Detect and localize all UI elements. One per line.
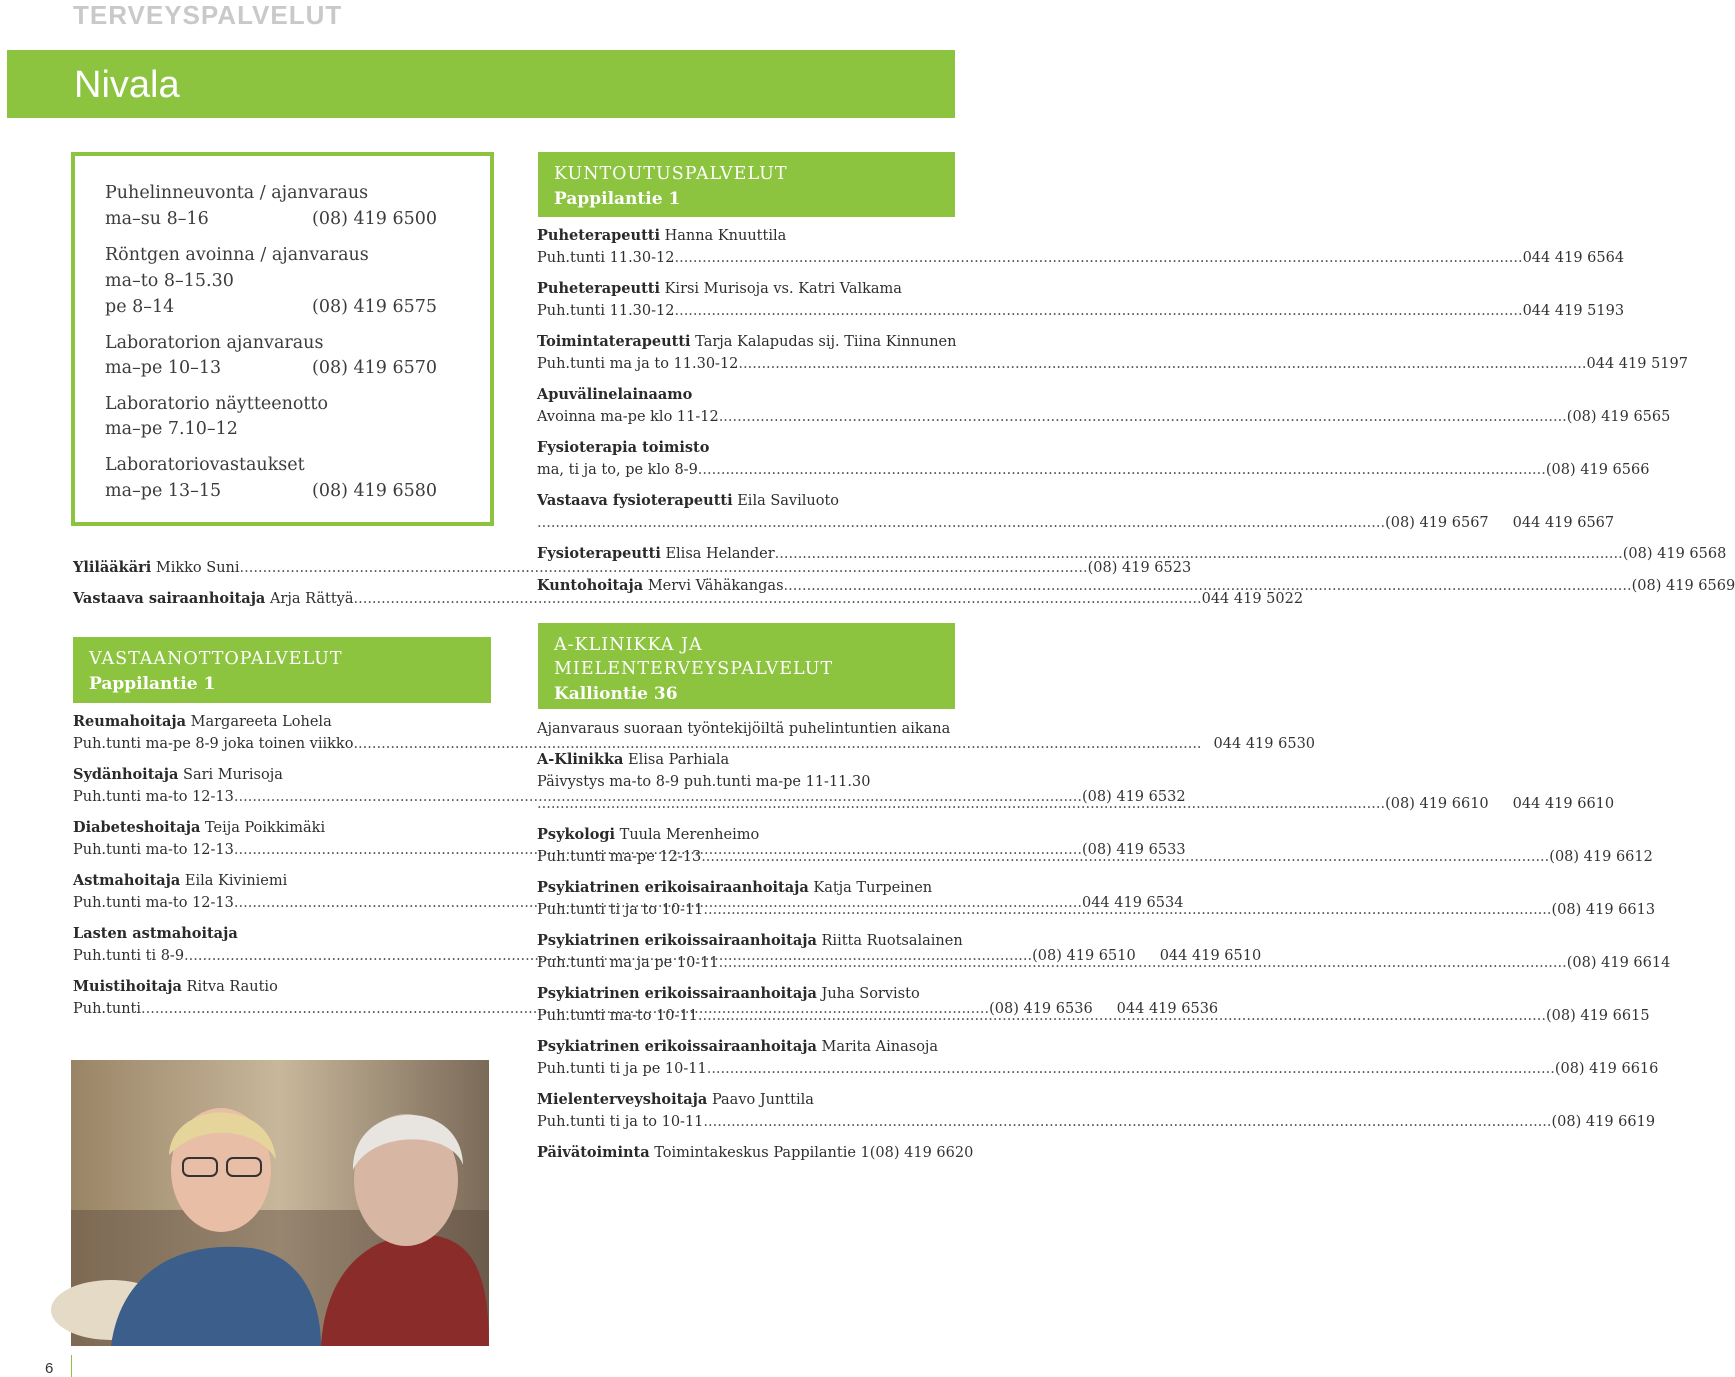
service-hours: Päivystys ma-to 8-9 puh.tunti ma-pe 11-11.30 <box>537 774 871 790</box>
service-line <box>537 248 1625 268</box>
staff-name: Mikko Suni <box>155 560 240 576</box>
leader-dots <box>703 900 1551 920</box>
city-title: Nivala <box>74 64 180 106</box>
service-phone: (08) 419 6566 <box>1545 462 1650 478</box>
service-name: Riitta Ruotsalainen <box>821 933 963 949</box>
service-phone: (08) 419 6510 <box>1032 948 1136 964</box>
hours-line <box>105 208 437 230</box>
service-role: Reumahoitaja <box>73 713 187 730</box>
service-title <box>537 931 963 951</box>
service-phone: (08) 419 6533 <box>1081 842 1186 858</box>
service-role: Diabeteshoitaja <box>73 819 201 836</box>
service-role: Lasten astmahoitaja <box>73 925 238 942</box>
service-line <box>537 544 1727 564</box>
service-role: Puheterapeutti <box>537 227 660 244</box>
section-label: TERVEYSPALVELUT <box>73 0 343 30</box>
hours-title: Laboratoriovastaukset <box>105 455 305 475</box>
service-phone: 044 419 5193 <box>1522 303 1625 319</box>
hours-time: ma–pe 13–15 <box>105 481 222 501</box>
service-phone: (08) 419 6536 <box>989 1001 1093 1017</box>
service-phone: (08) 419 6565 <box>1566 409 1671 425</box>
service-role: Astmahoitaja <box>73 872 181 889</box>
service-role: A-Klinikka <box>537 751 624 768</box>
hours-time: ma–pe 7.10–12 <box>105 419 238 439</box>
service-role: Psykiatrinen erikoisairaanhoitaja <box>537 879 809 896</box>
section-title: KUNTOUTUSPALVELUT <box>554 164 788 184</box>
page-number: 6 <box>45 1360 54 1377</box>
staff-phone: 044 419 5022 <box>1201 591 1304 607</box>
service-hours: Puh.tunti ma ja pe 10-11 <box>537 955 719 971</box>
service-title <box>73 765 283 785</box>
service-phone: (08) 419 6567 <box>1385 515 1489 531</box>
service-phone: (08) 419 6616 <box>1554 1061 1659 1077</box>
leader-dots <box>703 1112 1551 1132</box>
service-role: Apuvälinelainaamo <box>537 386 693 403</box>
service-line <box>73 787 1186 807</box>
service-role: Psykiatrinen erikoissairaanhoitaja <box>537 1038 817 1055</box>
hours-phone: (08) 419 6580 <box>312 481 437 501</box>
service-line <box>537 301 1625 321</box>
service-role: Puheterapeutti <box>537 280 660 297</box>
service-hours: Puh.tunti ma-to 12-13 <box>73 895 234 911</box>
service-name: Eila Kiviniemi <box>184 873 288 889</box>
service-phone: (08) 419 6615 <box>1545 1008 1650 1024</box>
leader-dots <box>537 794 1385 814</box>
service-role: Psykiatrinen erikoissairaanhoitaja <box>537 932 817 949</box>
service-line <box>537 1059 1659 1079</box>
service-role: Psykologi <box>537 826 616 843</box>
service-name: Hanna Knuuttila <box>664 228 787 244</box>
service-name: Teija Poikkimäki <box>205 820 326 836</box>
service-role: Kuntohoitaja <box>537 577 644 594</box>
service-line <box>537 407 1671 427</box>
service-name: Tarja Kalapudas sij. Tiina Kinnunen <box>695 334 957 350</box>
service-title <box>73 871 287 891</box>
service-role: Päivätoiminta <box>537 1144 650 1161</box>
service-hours: Puh.tunti ti ja pe 10-11 <box>537 1061 707 1077</box>
service-role: Fysioterapeutti <box>537 545 661 562</box>
nurse-patient-photo <box>71 1060 489 1346</box>
leader-dots <box>537 513 1385 533</box>
service-hours: Puh.tunti ti ja to 10-11 <box>537 1114 704 1130</box>
service-phone: (08) 419 6532 <box>1081 789 1186 805</box>
service-role: Vastaava fysioterapeutti <box>537 492 733 509</box>
kuntoutus-header <box>538 152 955 217</box>
service-title <box>537 984 920 1004</box>
service-hours: Puh.tunti ma-to 12-13 <box>73 789 234 805</box>
service-hours: Puh.tunti ma-pe 8-9 joka toinen viikko <box>73 736 354 752</box>
service-hours: Puh.tunti ma-pe 12-13 <box>537 849 702 865</box>
service-mobile: 044 419 6510 <box>1159 948 1262 964</box>
service-phone: (08) 419 6610 <box>1385 796 1489 812</box>
service-line <box>537 354 1688 374</box>
service-phone: (08) 419 6614 <box>1566 955 1671 971</box>
service-phone: (08) 419 6613 <box>1551 902 1656 918</box>
booking-note: Ajanvaraus suoraan työntekijöiltä puhelintuntien aikana <box>537 721 951 737</box>
service-name: Sari Murisoja <box>183 767 283 783</box>
leader-dots <box>698 460 1546 480</box>
section-title: A-KLINIKKA JA <box>554 635 703 655</box>
hours-title: Puhelinneuvonta / ajanvaraus <box>105 183 369 203</box>
service-phone: 044 419 6564 <box>1522 250 1625 266</box>
hours-time: pe 8–14 <box>105 297 175 317</box>
service-name: Ritva Rautio <box>186 979 278 995</box>
page-divider <box>71 1355 72 1377</box>
service-line <box>537 1143 974 1163</box>
leader-dots <box>719 953 1567 973</box>
service-name: Katja Turpeinen <box>813 880 933 896</box>
service-phone: (08) 419 6620 <box>869 1145 974 1161</box>
service-title <box>537 226 786 246</box>
staff-row <box>73 589 1304 609</box>
leader-dots <box>674 248 1522 268</box>
service-hours: Puh.tunti ti ja to 10-11 <box>537 902 704 918</box>
service-name: Juha Sorvisto <box>821 986 920 1002</box>
service-name: Eila Saviluoto <box>737 493 840 509</box>
leader-dots <box>784 576 1632 596</box>
hours-title: Röntgen avoinna / ajanvaraus <box>105 245 369 265</box>
service-title <box>537 878 932 898</box>
service-phone: 044 419 6530 <box>1213 736 1316 752</box>
service-title <box>537 825 759 845</box>
service-title <box>537 438 709 458</box>
service-phone: (08) 419 6569 <box>1631 578 1735 594</box>
hours-time: ma–pe 10–13 <box>105 358 222 378</box>
service-name: Mervi Vähäkangas <box>647 578 784 594</box>
section-title: MIELENTERVEYSPALVELUT <box>554 659 834 679</box>
service-title <box>73 977 278 997</box>
service-hours: Puh.tunti <box>73 1001 142 1017</box>
service-title <box>73 818 325 838</box>
service-hours: Puh.tunti ma ja to 11.30-12 <box>537 356 739 372</box>
service-name: Paavo Junttila <box>711 1092 814 1108</box>
service-line <box>537 513 1615 533</box>
service-hours: Puh.tunti 11.30-12 <box>537 250 675 266</box>
leader-dots <box>775 544 1623 564</box>
service-mobile: 044 419 6536 <box>1116 1001 1219 1017</box>
leader-dots <box>698 1006 1546 1026</box>
service-phone: (08) 419 6612 <box>1549 849 1653 865</box>
service-line <box>537 460 1650 480</box>
hours-title: Laboratorion ajanvaraus <box>105 333 324 353</box>
staff-phone: (08) 419 6523 <box>1087 560 1192 576</box>
service-line <box>537 1112 1656 1132</box>
service-name: Elisa Parhiala <box>628 752 730 768</box>
hours-phone: (08) 419 6575 <box>312 297 437 317</box>
hours-phone: (08) 419 6500 <box>312 209 437 229</box>
service-name: Tuula Merenheimo <box>619 827 760 843</box>
service-phone: 044 419 6534 <box>1081 895 1184 911</box>
service-title <box>73 712 332 732</box>
section-title: VASTAANOTTOPALVELUT <box>89 649 343 669</box>
service-name: Kirsi Murisoja vs. Katri Valkama <box>664 281 902 297</box>
service-hours: Puh.tunti 11.30-12 <box>537 303 675 319</box>
service-name: Elisa Helander <box>665 546 775 562</box>
service-hours: Puh.tunti ma-to 10-11 <box>537 1008 698 1024</box>
leader-dots <box>701 847 1549 867</box>
hours-time: ma–to 8–15.30 <box>105 271 234 291</box>
hours-phone: (08) 419 6570 <box>312 358 437 378</box>
service-name: Marita Ainasoja <box>821 1039 939 1055</box>
service-hours: Puh.tunti ma-to 12-13 <box>73 842 234 858</box>
leader-dots <box>707 1059 1555 1079</box>
service-mobile: 044 419 6567 <box>1512 515 1615 531</box>
aklinikka-header <box>538 623 955 709</box>
service-title <box>537 1037 938 1057</box>
vastaanotto-header <box>73 637 491 703</box>
service-title <box>537 1090 814 1110</box>
service-line <box>73 734 1316 754</box>
service-hours: Avoinna ma-pe klo 11-12 <box>537 409 719 425</box>
hours-line <box>105 480 437 502</box>
service-hours: Puh.tunti ti 8-9 <box>73 948 185 964</box>
service-name: Toimintakeskus Pappilantie 1 <box>654 1145 870 1161</box>
hours-time: ma–su 8–16 <box>105 209 209 229</box>
staff-role: Ylilääkäri <box>73 559 152 576</box>
service-line <box>537 576 1735 596</box>
service-phone: 044 419 5197 <box>1586 356 1688 372</box>
leader-dots <box>674 301 1522 321</box>
leader-dots <box>719 407 1567 427</box>
section-address: Pappilantie 1 <box>89 674 216 694</box>
service-title <box>73 924 238 944</box>
leader-dots <box>738 354 1586 374</box>
service-role: Sydänhoitaja <box>73 766 179 783</box>
hours-title: Laboratorio näytteenotto <box>105 394 328 414</box>
service-role: Fysioterapia toimisto <box>537 439 710 456</box>
opening-hours-box <box>71 152 494 526</box>
service-mobile: 044 419 6610 <box>1512 796 1615 812</box>
service-role: Toimintaterapeutti <box>537 333 691 350</box>
service-role: Mielenterveyshoitaja <box>537 1091 708 1108</box>
section-address: Pappilantie 1 <box>554 189 681 209</box>
staff-row <box>73 558 1192 578</box>
service-hours: ma, ti ja to, pe klo 8-9 <box>537 462 698 478</box>
service-title <box>537 750 729 770</box>
service-title <box>537 332 956 352</box>
hours-line <box>105 357 437 379</box>
service-name: Margareeta Lohela <box>190 714 332 730</box>
service-title <box>537 491 839 511</box>
section-address: Kalliontie 36 <box>554 684 678 704</box>
service-role: Psykiatrinen erikoissairaanhoitaja <box>537 985 817 1002</box>
service-title <box>537 385 692 405</box>
service-title <box>537 279 902 299</box>
staff-name: Arja Rättyä <box>269 591 354 607</box>
staff-role: Vastaava sairaanhoitaja <box>73 590 266 607</box>
service-phone: (08) 419 6568 <box>1622 546 1727 562</box>
service-phone: (08) 419 6619 <box>1551 1114 1656 1130</box>
hours-line <box>105 296 437 318</box>
service-role: Muistihoitaja <box>73 978 182 995</box>
